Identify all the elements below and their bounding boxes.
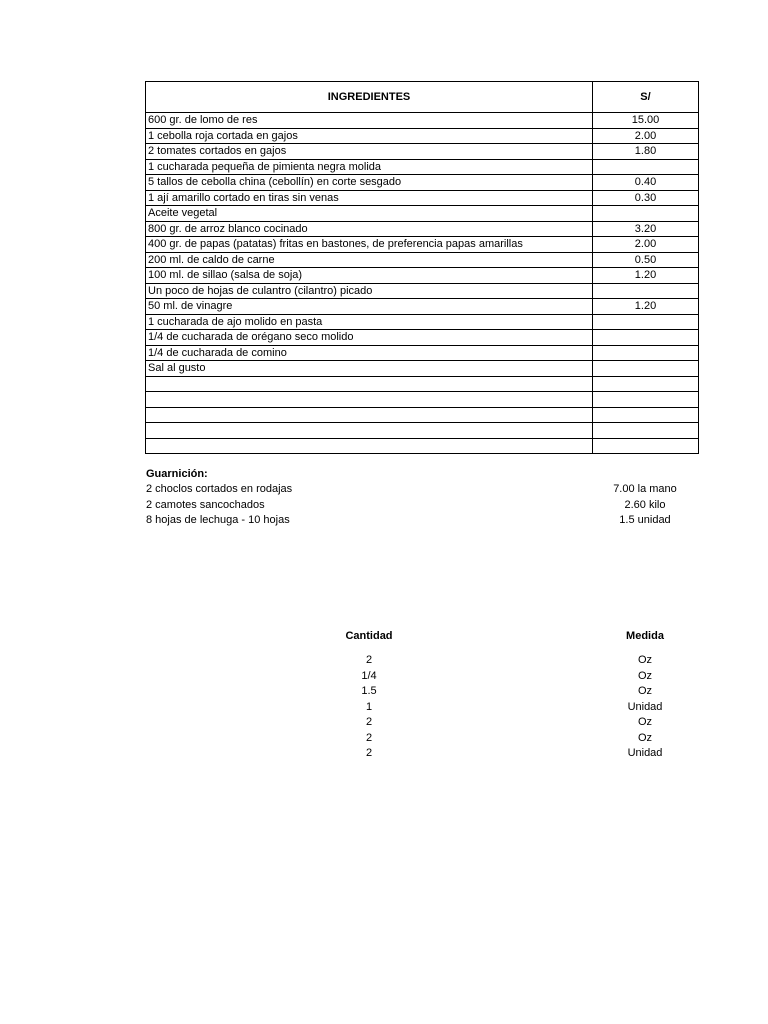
ingredient-cell bbox=[146, 423, 593, 439]
quantity-row bbox=[0, 700, 768, 716]
ingredient-cell: 600 gr. de lomo de res bbox=[146, 113, 593, 129]
quantities-header bbox=[0, 630, 768, 648]
table-row bbox=[146, 206, 699, 222]
table-row bbox=[146, 283, 699, 299]
table-row bbox=[146, 175, 699, 191]
price-cell: 0.30 bbox=[593, 190, 699, 206]
ingredient-cell: 1 ají amarillo cortado en tiras sin venas bbox=[146, 190, 593, 206]
price-cell bbox=[593, 159, 699, 175]
ingredient-cell bbox=[146, 392, 593, 408]
table-row bbox=[146, 299, 699, 315]
garnish-price: 1.5 unidad bbox=[619, 514, 671, 526]
table-row bbox=[146, 392, 699, 408]
table-row bbox=[146, 190, 699, 206]
table-row bbox=[146, 237, 699, 253]
medida-value: Unidad bbox=[627, 700, 663, 713]
header-price: S/ bbox=[593, 82, 699, 113]
price-cell bbox=[593, 407, 699, 423]
cantidad-value: 2 bbox=[365, 747, 373, 759]
ingredients-table bbox=[145, 81, 699, 454]
quantity-row bbox=[0, 669, 768, 685]
table-row bbox=[146, 252, 699, 268]
table-row bbox=[146, 314, 699, 330]
quantities-list bbox=[0, 653, 768, 762]
ingredient-cell bbox=[146, 438, 593, 454]
price-cell bbox=[593, 361, 699, 377]
medida-value: Oz bbox=[637, 731, 653, 744]
table-row bbox=[146, 113, 699, 129]
price-cell bbox=[593, 376, 699, 392]
ingredient-cell: 5 tallos de cebolla china (cebollín) en corte sesgado bbox=[146, 175, 593, 191]
garnish-section bbox=[146, 466, 706, 529]
ingredient-cell: 200 ml. de caldo de carne bbox=[146, 252, 593, 268]
price-cell: 2.00 bbox=[593, 128, 699, 144]
cantidad-value: 1.5 bbox=[361, 685, 377, 697]
table-row bbox=[146, 361, 699, 377]
table-row bbox=[146, 407, 699, 423]
ingredient-cell: 1 cebolla roja cortada en gajos bbox=[146, 128, 593, 144]
ingredient-cell bbox=[146, 376, 593, 392]
garnish-item bbox=[146, 498, 706, 514]
price-cell bbox=[593, 330, 699, 346]
ingredient-cell: 1/4 de cucharada de comino bbox=[146, 345, 593, 361]
header-ingredientes: INGREDIENTES bbox=[146, 82, 593, 113]
table-row bbox=[146, 221, 699, 237]
price-cell: 1.20 bbox=[593, 299, 699, 315]
price-cell: 1.20 bbox=[593, 268, 699, 284]
table-header-row bbox=[146, 82, 699, 113]
garnish-list bbox=[146, 482, 706, 529]
medida-value: Unidad bbox=[627, 747, 663, 759]
medida-value: Oz bbox=[637, 685, 653, 697]
price-cell: 1.80 bbox=[593, 144, 699, 160]
ingredient-cell: Sal al gusto bbox=[146, 361, 593, 377]
ingredient-cell: 2 tomates cortados en gajos bbox=[146, 144, 593, 160]
price-cell bbox=[593, 206, 699, 222]
quantity-row bbox=[0, 715, 768, 731]
price-cell: 0.50 bbox=[593, 252, 699, 268]
garnish-label: 2 camotes sancochados bbox=[146, 498, 265, 511]
price-cell: 15.00 bbox=[593, 113, 699, 129]
cantidad-value: 1/4 bbox=[361, 669, 377, 682]
garnish-item bbox=[146, 513, 706, 529]
quantities-section bbox=[0, 630, 768, 762]
ingredient-cell bbox=[146, 407, 593, 423]
quantity-row bbox=[0, 653, 768, 669]
ingredient-cell: 1 cucharada de ajo molido en pasta bbox=[146, 314, 593, 330]
table-row bbox=[146, 330, 699, 346]
cantidad-value: 1 bbox=[365, 700, 373, 713]
quantity-row bbox=[0, 684, 768, 700]
price-cell bbox=[593, 345, 699, 361]
quantity-row bbox=[0, 731, 768, 747]
price-cell bbox=[593, 314, 699, 330]
price-cell: 2.00 bbox=[593, 237, 699, 253]
cantidad-value: 2 bbox=[365, 654, 373, 666]
quantity-row bbox=[0, 746, 768, 762]
price-cell bbox=[593, 283, 699, 299]
table-row bbox=[146, 268, 699, 284]
table-row bbox=[146, 345, 699, 361]
medida-value: Oz bbox=[637, 669, 653, 682]
table-row bbox=[146, 376, 699, 392]
garnish-price: 7.00 la mano bbox=[613, 483, 677, 495]
price-cell bbox=[593, 423, 699, 439]
header-medida: Medida bbox=[626, 630, 664, 642]
table-row bbox=[146, 159, 699, 175]
ingredients-body bbox=[146, 113, 699, 454]
ingredient-cell: 100 ml. de sillao (salsa de soja) bbox=[146, 268, 593, 284]
table-row bbox=[146, 144, 699, 160]
ingredient-cell: 50 ml. de vinagre bbox=[146, 299, 593, 315]
price-cell bbox=[593, 438, 699, 454]
ingredient-cell: 800 gr. de arroz blanco cocinado bbox=[146, 221, 593, 237]
garnish-price: 2.60 kilo bbox=[624, 498, 666, 511]
ingredient-cell: 400 gr. de papas (patatas) fritas en bastones, de preferencia papas amarillas bbox=[146, 237, 593, 253]
garnish-title: Guarnición: bbox=[146, 468, 208, 480]
table-row bbox=[146, 438, 699, 454]
price-cell bbox=[593, 392, 699, 408]
ingredient-cell: Aceite vegetal bbox=[146, 206, 593, 222]
cantidad-value: 2 bbox=[365, 716, 373, 728]
ingredient-cell: Un poco de hojas de culantro (cilantro) picado bbox=[146, 283, 593, 299]
table-row bbox=[146, 423, 699, 439]
garnish-label: 8 hojas de lechuga - 10 hojas bbox=[146, 514, 290, 526]
cantidad-value: 2 bbox=[365, 731, 373, 744]
header-cantidad: Cantidad bbox=[345, 630, 393, 642]
price-cell: 3.20 bbox=[593, 221, 699, 237]
table-row bbox=[146, 128, 699, 144]
medida-value: Oz bbox=[637, 716, 653, 728]
medida-value: Oz bbox=[637, 654, 653, 666]
garnish-item bbox=[146, 482, 706, 498]
garnish-label: 2 choclos cortados en rodajas bbox=[146, 483, 293, 495]
ingredient-cell: 1/4 de cucharada de orégano seco molido bbox=[146, 330, 593, 346]
price-cell: 0.40 bbox=[593, 175, 699, 191]
ingredient-cell: 1 cucharada pequeña de pimienta negra molida bbox=[146, 159, 593, 175]
